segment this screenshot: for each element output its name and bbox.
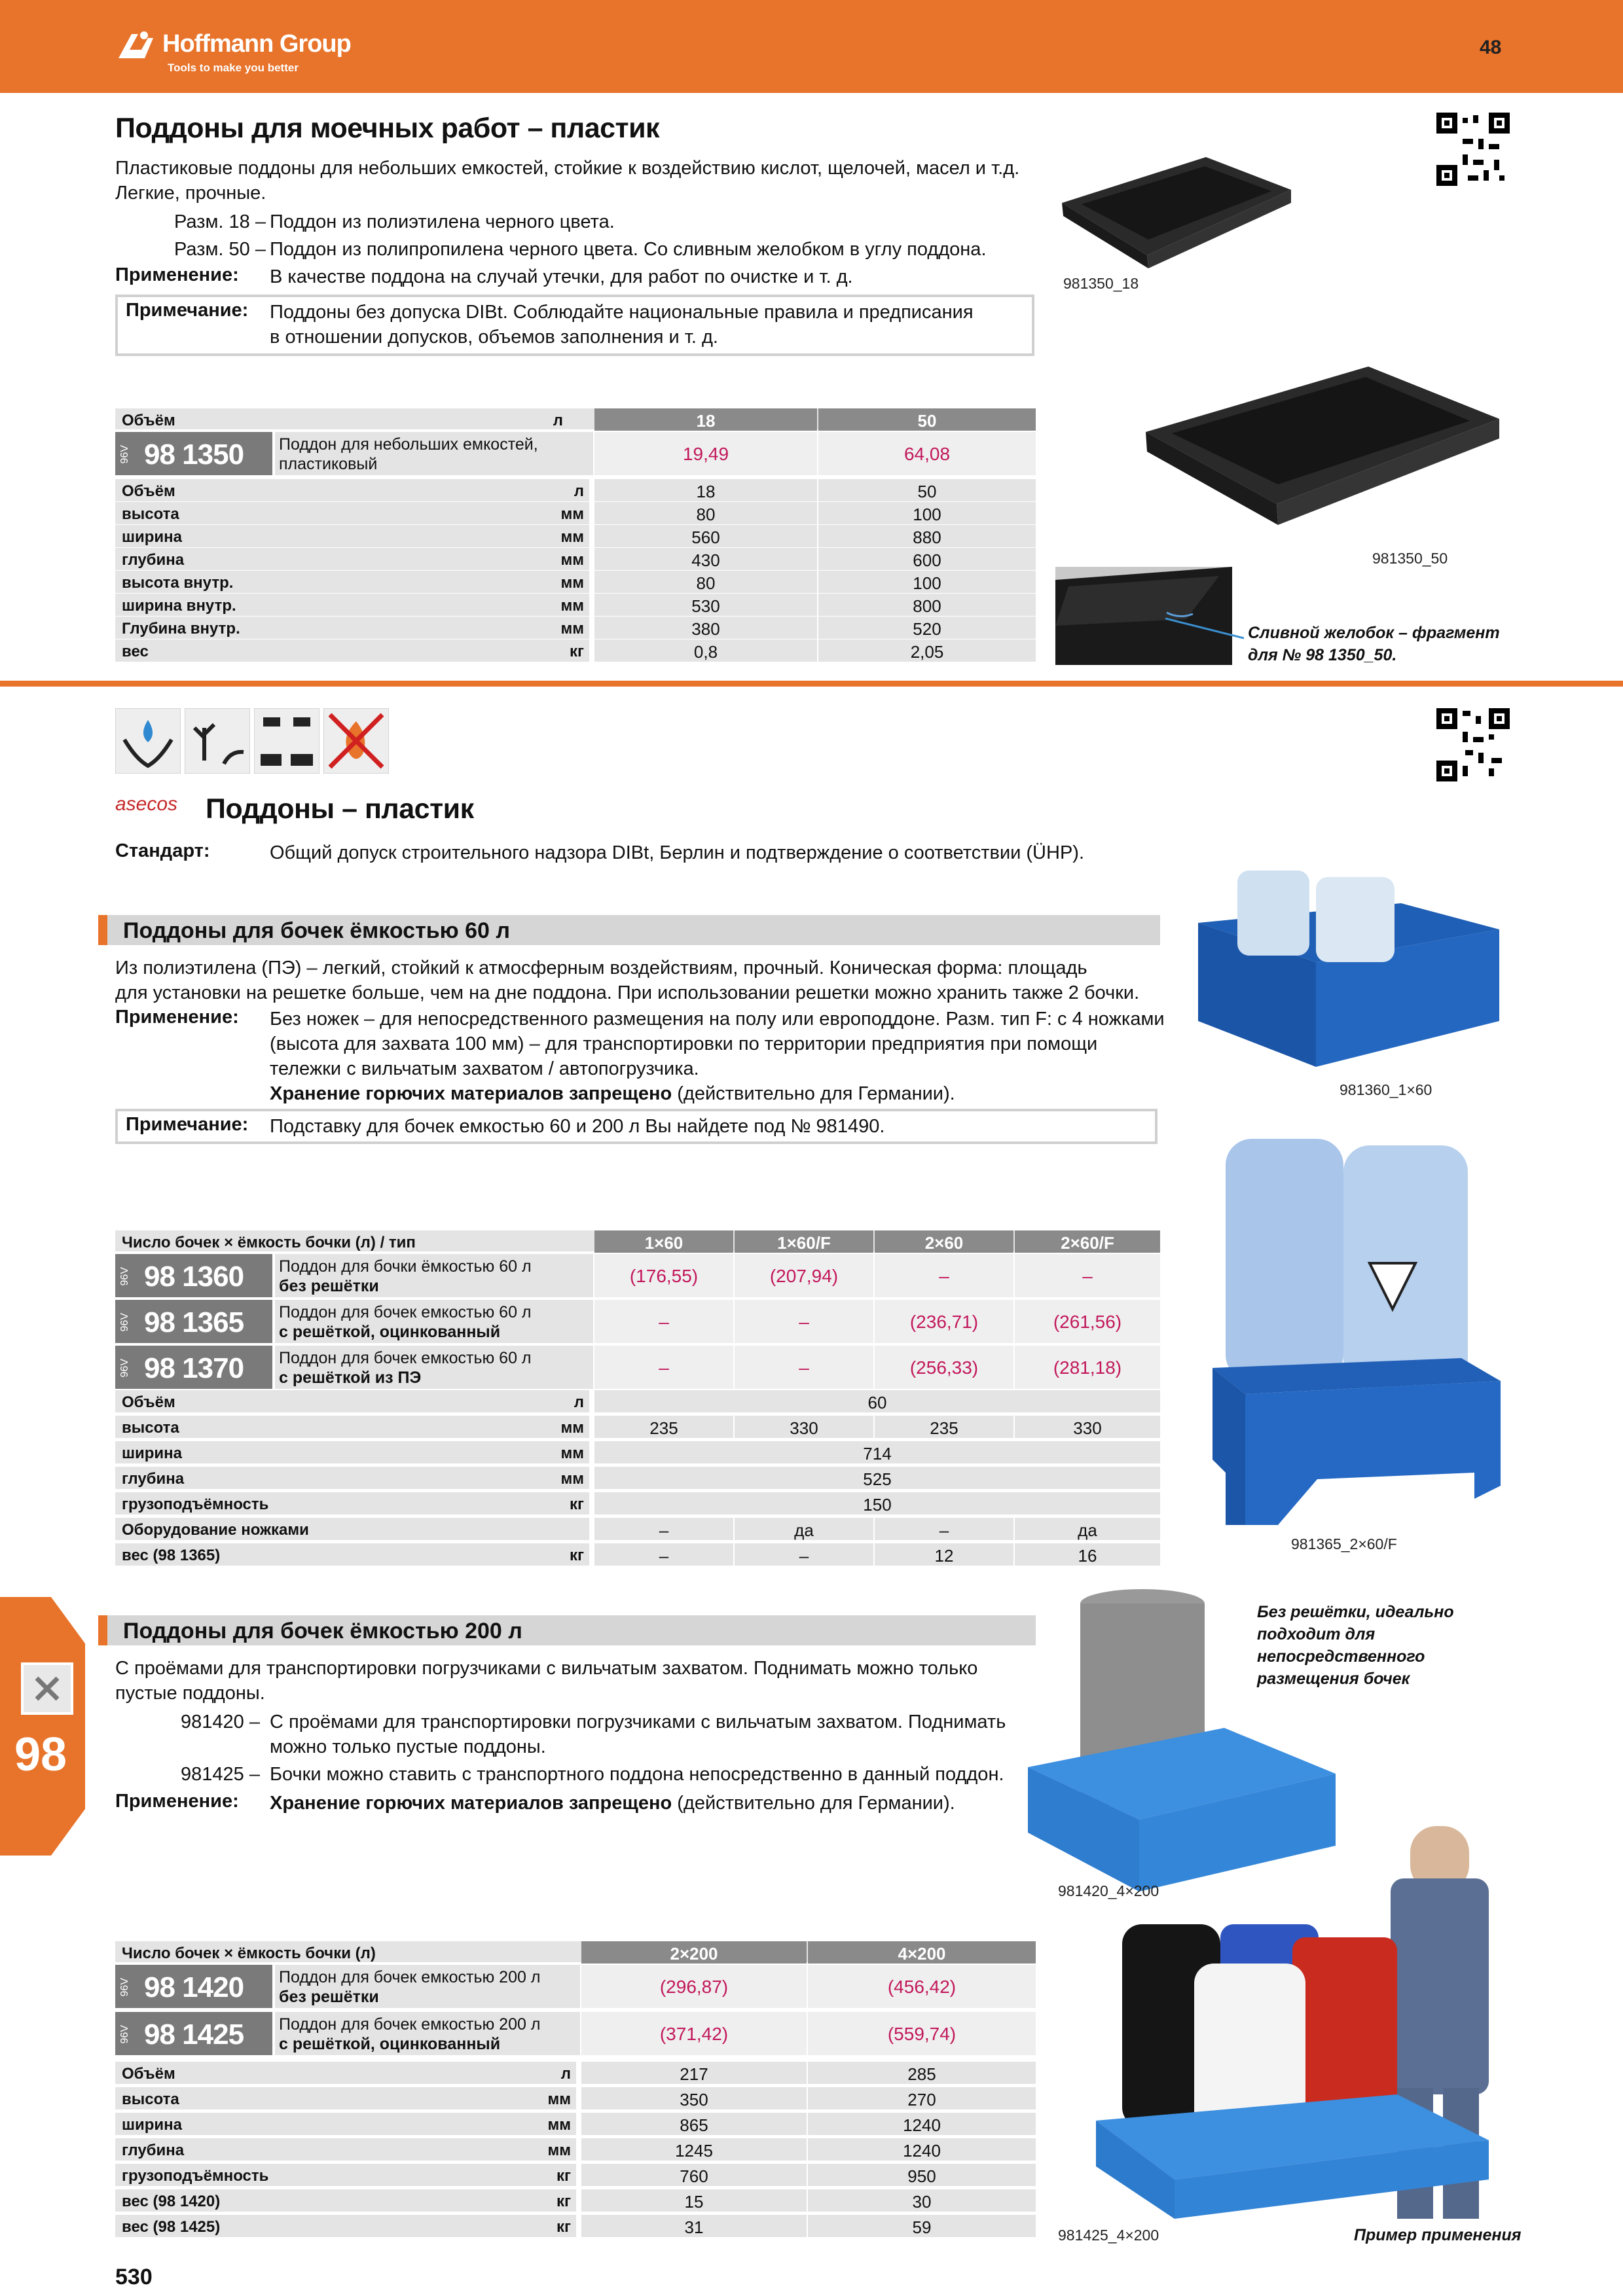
spec-cell: 2,05 [818,639,1036,662]
spec-cell: 59 [808,2215,1036,2237]
s1-size18-label: Разм. 18 – [174,211,266,232]
spec-cell: 330 [1015,1416,1160,1438]
s1-size18-text: Поддон из полиэтилена черного цвета. [270,211,615,232]
spec-row: вес (98 1420) кг 15 30 [115,2189,1036,2212]
price-cell: – [735,1300,873,1343]
spec-cell: 950 [808,2164,1036,2186]
s4-n2-label: 981425 – [181,1764,260,1785]
s4-heading: Поддоны для бочек ёмкостью 200 л [98,1615,1036,1645]
spec-cell: – [875,1518,1013,1540]
spec-row: ширина мм 865 1240 [115,2113,1036,2135]
black-tray-18-image [1055,144,1298,275]
s3-app-text: Хранение горючих материалов запрещено (действительно для Германии). [270,1083,955,1104]
spec-cell: 270 [808,2087,1036,2109]
s3-app-text: Без ножек – для непосредственного размещения на полу или европоддоне. Разм. тип F: с 4 ножками [270,1009,1165,1030]
s1-caption-18: 981350_18 [1063,275,1139,292]
price-cell: (207,94) [735,1254,873,1297]
page-number-top: 48 [1480,37,1502,58]
spec-cell: 520 [818,617,1036,639]
spec-cell: 330 [735,1416,873,1438]
s3-caption-2: 981365_2×60/F [1291,1535,1397,1552]
s4-caption-3: Пример применения [1354,2226,1522,2244]
price-cell: (456,42) [808,1965,1036,2008]
price-cell: – [594,1346,733,1389]
s1-caption-50: 981350_50 [1372,550,1448,567]
s4-n1-text: можно только пустые поддоны. [270,1736,546,1757]
spec-cell: 800 [818,594,1036,616]
s3-note-label: Примечание: [126,1114,249,1135]
spec-cell: – [735,1543,873,1566]
black-tray-50-image [1139,353,1506,550]
s4-caption-a: Без решётки, идеально [1257,1603,1454,1621]
spec-cell: 1240 [808,2138,1036,2161]
s3-app-label: Применение: [115,1007,239,1028]
price-cell: – [875,1254,1013,1297]
spec-cell: 30 [808,2189,1036,2212]
product-row[interactable]: 96V 98 1360 Поддон для бочки ёмкостью 60 л без решётки (176,55) (207,94) – – [115,1254,1160,1299]
price-cell: 64,08 [818,432,1036,475]
price-cell: – [594,1300,733,1343]
hazard-icons [115,708,388,779]
spec-cell: 714 [594,1441,1160,1463]
price-cell: – [735,1346,873,1389]
spec-cell: 80 [594,571,817,593]
s4-text: С проёмами для транспортировки погрузчиками с вильчатым захватом. Поднимать можно только [115,1658,978,1679]
s4-caption-1: 981420_4×200 [1058,1882,1159,1899]
t2-header-row: Число бочек × ёмкость бочки (л) / тип 1×60 1×60/F 2×60 2×60/F [115,1230,1160,1253]
product-row[interactable]: 96V 98 1420 Поддон для бочек емкостью 200 л без решётки (296,87) (456,42) [115,1965,1036,2009]
price-cell: 19,49 [594,432,817,475]
price-cell: (296,87) [581,1965,807,2008]
spec-cell: да [735,1518,873,1540]
spec-cell: 525 [594,1467,1160,1489]
s1-app-text: В качестве поддона на случай утечки, для работ по очистке и т. д. [270,266,853,287]
spec-cell: 100 [818,571,1036,593]
product-row-981350[interactable]: 96V 98 1350 Поддон для небольших емкостей, пластиковый 19,49 64,08 [115,432,1036,476]
s3-app-text: тележки с вильчатым захватом / автопогрузчика. [270,1058,699,1079]
chapter-number: 98 [14,1729,67,1781]
s1-intro: Пластиковые поддоны для небольших емкостей, стойкие к воздействию кислот, щелочей, масел и т.д. [115,158,1020,179]
spec-row: ширина внутр. мм 530 800 [115,594,1036,616]
qr-code-icon[interactable] [1436,113,1510,186]
spec-cell: 530 [594,594,817,616]
s3-text: Из полиэтилена (ПЭ) – легкий, стойкий к атмосферным воздействиям, прочный. Коническая форма: площадь [115,958,1087,978]
s1-caption-detail-1: Сливной желобок – фрагмент [1248,624,1500,642]
price-cell: (236,71) [875,1300,1013,1343]
asecos-logo: asecos [115,793,178,815]
qr-code-icon[interactable] [1436,708,1510,781]
s4-caption-a: непосредственного [1257,1647,1425,1666]
spec-row: глубина мм 1245 1240 [115,2138,1036,2161]
price-cell: (261,56) [1015,1300,1160,1343]
spec-cell: 16 [1015,1543,1160,1566]
environment-hazard-icon [185,708,250,774]
spec-cell: 1245 [581,2138,807,2161]
s4-app-text: Хранение горючих материалов запрещено (действительно для Германии). [270,1793,955,1814]
spec-cell: 430 [594,548,817,570]
blue-tray-60l-image [1198,851,1499,1073]
s2-std-label: Стандарт: [115,840,210,861]
spec-cell: 80 [594,502,817,524]
spec-cell: 285 [808,2062,1036,2084]
section-divider [0,681,1623,687]
s4-n1-label: 981420 – [181,1712,260,1732]
price-cell: (559,74) [808,2012,1036,2055]
s3-app-text: (высота для захвата 100 мм) – для транспортировки по территории предприятия при помощи [270,1033,1098,1054]
spec-cell: 600 [818,548,1036,570]
spec-row: Глубина внутр. мм 380 520 [115,617,1036,639]
s4-app-label: Применение: [115,1791,239,1812]
spec-row: высота мм 235 330 235 330 [115,1416,1160,1438]
corrosive-icon [254,708,319,774]
spec-row: вес кг 0,8 2,05 [115,639,1036,662]
spec-cell: 31 [581,2215,807,2237]
application-example-image [1096,1813,1515,2225]
spec-cell: 235 [594,1416,733,1438]
spec-cell: 15 [581,2189,807,2212]
no-flammables-icon [323,708,389,774]
s4-n1-text: С проёмами для транспортировки погрузчиками с вильчатым захватом. Поднимать [270,1712,1006,1732]
spec-cell: 100 [818,502,1036,524]
section2-title: Поддоны – пластик [206,793,474,825]
spec-cell: 235 [875,1416,1013,1438]
s4-caption-a: подходит для [1257,1625,1376,1643]
price-cell: (371,42) [581,2012,807,2055]
s1-app-label: Применение: [115,264,239,285]
spec-row: высота внутр. мм 80 100 [115,571,1036,593]
spec-cell: 560 [594,525,817,547]
s4-caption-a: размещения бочек [1257,1670,1410,1688]
water-protection-icon [115,708,181,774]
brand-tagline: Tools to make you better [168,62,299,74]
t3-header-row: Число бочек × ёмкость бочки (л) 2×200 4×200 [115,1941,1036,1964]
product-row[interactable]: 96V 98 1365 Поддон для бочек емкостью 60 л с решёткой, оцинкованный – – (236,71) (261,56) [115,1300,1160,1344]
price-cell: (256,33) [875,1346,1013,1389]
chapter-icon [21,1662,73,1715]
spec-row: Объём л 217 285 [115,2062,1036,2084]
spec-row: грузоподъёмность кг 760 950 [115,2164,1036,2186]
price-cell: (176,55) [594,1254,733,1297]
s1-caption-detail-2: для № 98 1350_50. [1248,646,1397,664]
spec-row: глубина мм 430 600 [115,548,1036,570]
spec-cell: 50 [818,479,1036,501]
spec-row: Объём л 60 [115,1390,1160,1412]
s4-n2-text: Бочки можно ставить с транспортного поддона непосредственно в данный поддон. [270,1764,1004,1785]
t1-header-row: Объём л 18 50 [115,408,1036,431]
s1-note-line2: в отношении допусков, объемов заполнения и т. д. [270,327,718,348]
spec-cell: 1240 [808,2113,1036,2135]
spec-cell: 865 [581,2113,807,2135]
spec-cell: 880 [818,525,1036,547]
section1-title: Поддоны для моечных работ – пластик [115,113,660,144]
chapter-tab[interactable] [0,1597,85,1856]
product-row[interactable]: 96V 98 1370 Поддон для бочек емкостью 60 л с решёткой из ПЭ – – (256,33) (281,18) [115,1346,1160,1390]
s2-std-text: Общий допуск строительного надзора DIBt, Берлин и подтверждение о соответствии (ÜHP). [270,842,1084,863]
s4-text: пустые поддоны. [115,1683,265,1704]
blue-tray-60l-legs-image [1213,1132,1501,1525]
callout-line-icon [1165,615,1244,641]
s3-caption-1: 981360_1×60 [1340,1081,1432,1098]
spec-row: вес (98 1365) кг – – 12 16 [115,1543,1160,1566]
price-cell: (281,18) [1015,1346,1160,1389]
product-row[interactable]: 96V 98 1425 Поддон для бочек емкостью 200 л с решёткой, оцинкованный (371,42) (559,74) [115,2012,1036,2056]
spec-row: высота мм 80 100 [115,502,1036,524]
spec-cell: да [1015,1518,1160,1540]
hoffmann-logo-icon [115,29,155,62]
spec-cell: – [594,1543,733,1566]
spec-row: Объём л 18 50 [115,479,1036,501]
s4-caption-2: 981425_4×200 [1058,2227,1159,2244]
spec-cell: 60 [594,1390,1160,1412]
s1-size50-text: Поддон из полипропилена черного цвета. Со сливным желобком в углу поддона. [270,239,987,260]
page-number-bottom: 530 [115,2265,153,2289]
brand-name: Hoffmann Group [162,30,351,58]
spec-cell: 150 [594,1492,1160,1515]
s1-note-line1: Поддоны без допуска DIBt. Соблюдайте национальные правила и предписания [270,302,974,323]
spec-cell: 380 [594,617,817,639]
price-cell: – [1015,1254,1160,1297]
spec-cell: 350 [581,2087,807,2109]
spec-row: Оборудование ножками – да – да [115,1518,1160,1540]
spec-cell: 217 [581,2062,807,2084]
s3-note-text: Подставку для бочек емкостью 60 и 200 л Вы найдете под № 981490. [270,1116,885,1137]
spec-row: грузоподъёмность кг 150 [115,1492,1160,1515]
spec-row: глубина мм 525 [115,1467,1160,1489]
spec-row: высота мм 350 270 [115,2087,1036,2109]
s1-note-label: Примечание: [126,300,249,321]
spec-cell: 760 [581,2164,807,2186]
spec-cell: 12 [875,1543,1013,1566]
spec-row: ширина мм 714 [115,1441,1160,1463]
spec-row: вес (98 1425) кг 31 59 [115,2215,1036,2237]
s3-text: для установки на решетке больше, чем на дне поддона. При использовании решетки можно хранить также 2 бочки. [115,982,1140,1003]
spec-cell: 0,8 [594,639,817,662]
spec-cell: – [594,1518,733,1540]
s1-intro2: Легкие, прочные. [115,183,266,204]
s1-size50-label: Разм. 50 – [174,239,266,260]
spec-row: ширина мм 560 880 [115,525,1036,547]
s3-heading: Поддоны для бочек ёмкостью 60 л [98,915,1160,945]
spec-cell: 18 [594,479,817,501]
language-code: RUE [1573,33,1584,55]
